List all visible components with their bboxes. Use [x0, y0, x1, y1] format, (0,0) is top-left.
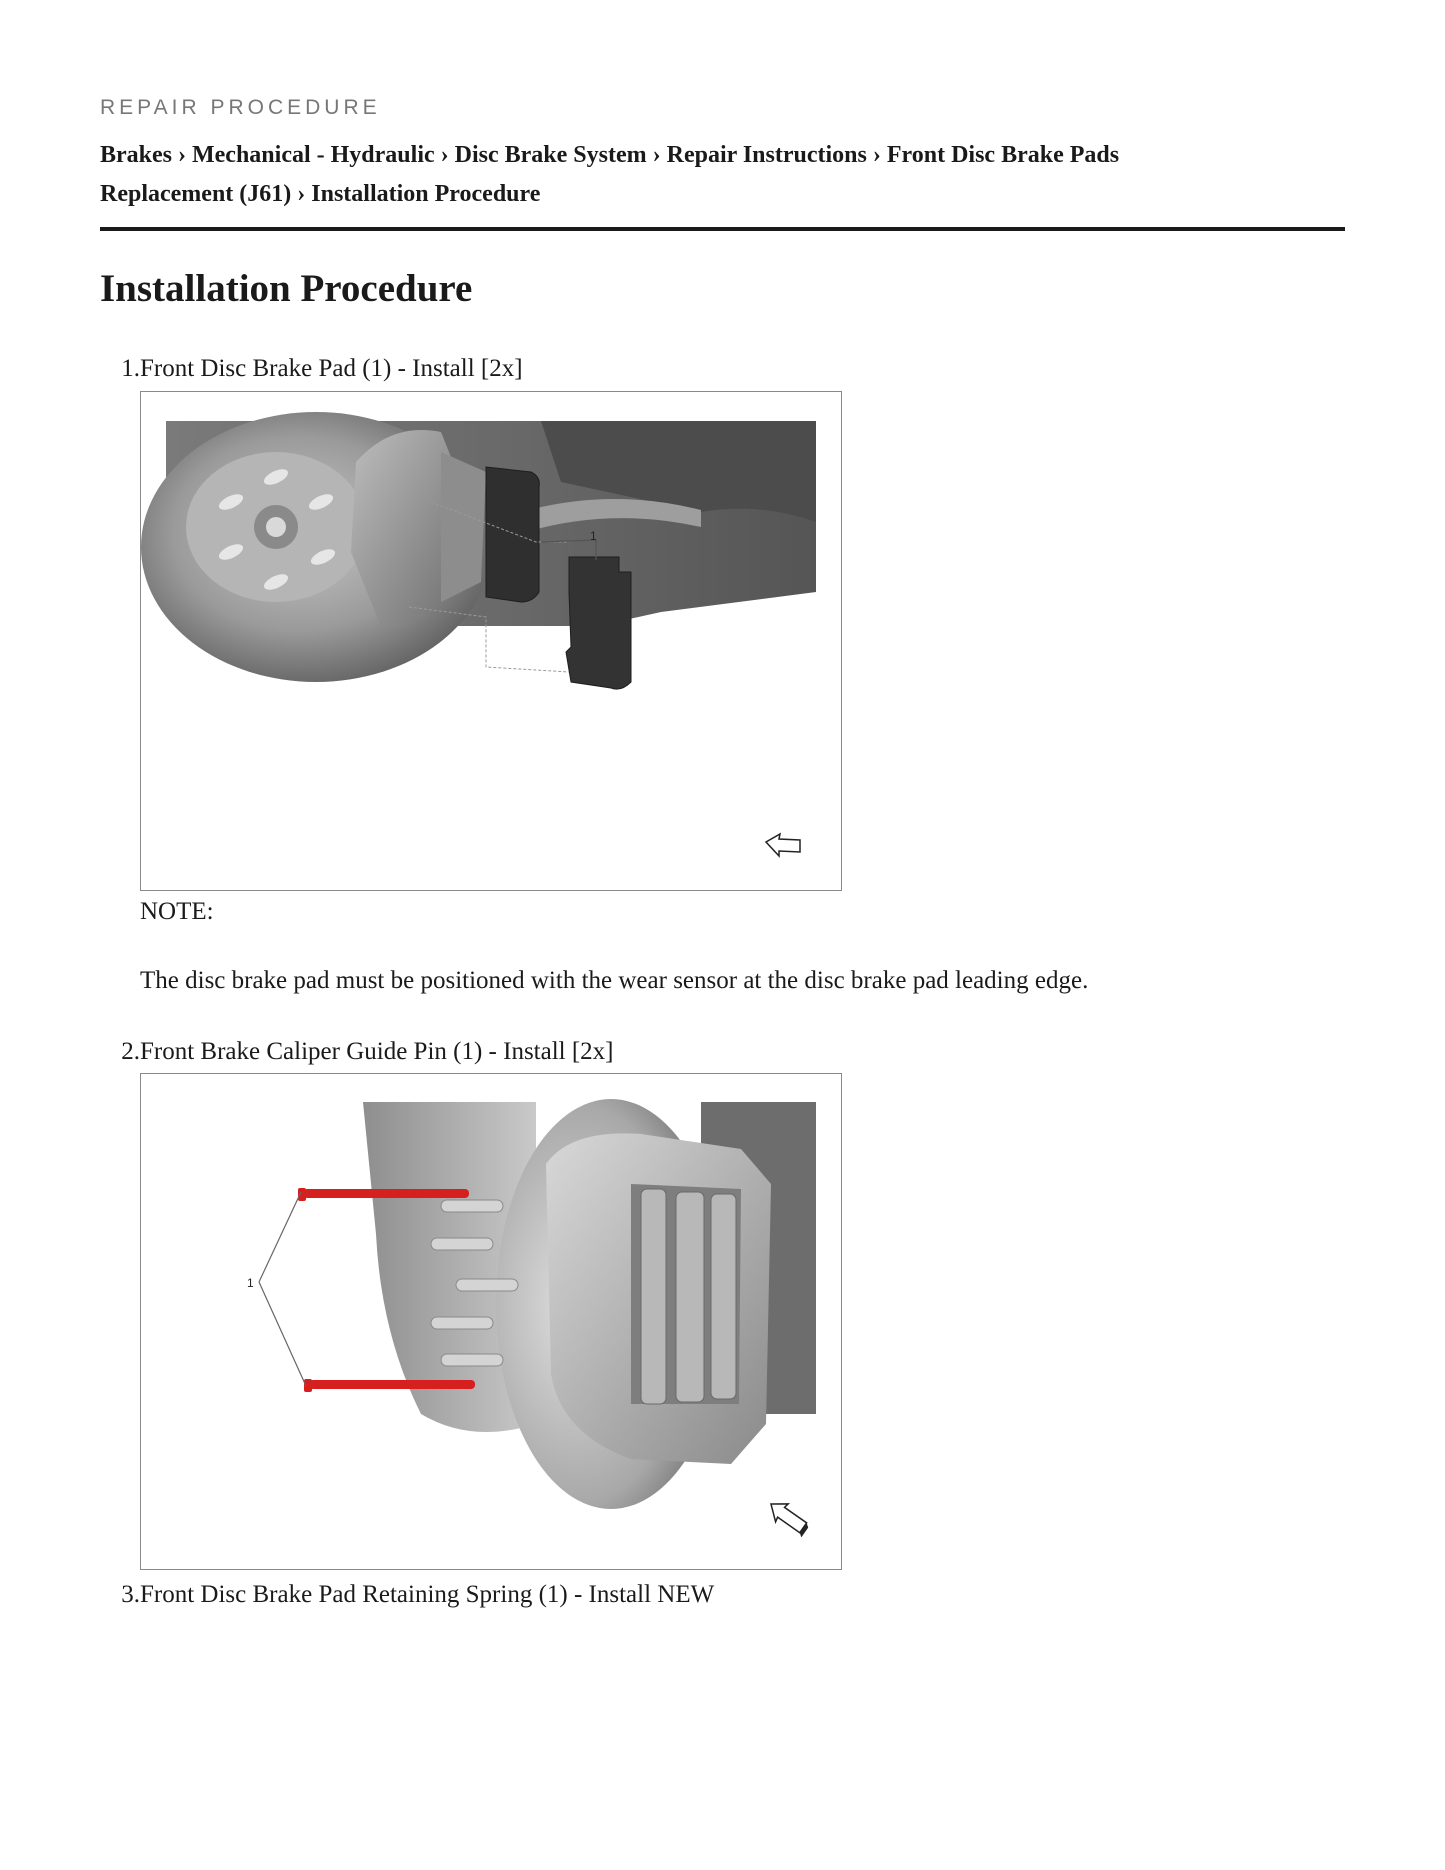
inner-brake-pad	[486, 467, 539, 602]
lower-guide-pin	[309, 1380, 475, 1389]
breadcrumb-item-mechanical-hydraulic[interactable]: Mechanical - Hydraulic	[192, 142, 435, 168]
breadcrumb-separator: ›	[440, 142, 449, 168]
step-number: 1.	[121, 355, 140, 382]
section-eyebrow: REPAIR PROCEDURE	[100, 96, 381, 119]
breadcrumb	[100, 136, 1345, 214]
step-text: Front Disc Brake Pad Retaining Spring (1) - Install NEW	[140, 1581, 715, 1608]
note-label: NOTE:	[140, 898, 214, 925]
view-direction-arrow-icon	[764, 1496, 813, 1539]
step-number: 3.	[121, 1581, 140, 1608]
note-text: The disc brake pad must be positioned with the wear sensor at the disc brake pad leading edge.	[140, 967, 1089, 994]
callout-leader	[259, 1192, 306, 1386]
breadcrumb-item-disc-brake-system[interactable]: Disc Brake System	[454, 142, 647, 168]
breadcrumb-separator: ›	[652, 142, 661, 168]
breadcrumb-item-replacement[interactable]: Replacement (J61)	[100, 181, 292, 207]
breadcrumb-separator: ›	[297, 181, 306, 207]
brake-pad-figure	[140, 391, 842, 891]
caliper-spring	[441, 452, 486, 602]
breadcrumb-separator: ›	[178, 142, 186, 168]
step-number: 2.	[121, 1038, 140, 1065]
page-title: Installation Procedure	[100, 267, 473, 310]
breadcrumb-item-brakes[interactable]: Brakes	[100, 142, 172, 168]
breadcrumb-separator: ›	[872, 142, 881, 168]
step-text: Front Disc Brake Pad (1) - Install [2x]	[140, 355, 523, 382]
breadcrumb-item-installation-procedure[interactable]: Installation Procedure	[311, 181, 541, 207]
callout-label: 1	[590, 529, 597, 543]
breadcrumb-item-repair-instructions[interactable]: Repair Instructions	[666, 142, 867, 168]
step-text: Front Brake Caliper Guide Pin (1) - Install [2x]	[140, 1038, 614, 1065]
view-direction-arrow-icon	[766, 834, 800, 856]
breadcrumb-item-front-disc-brake-pads[interactable]: Front Disc Brake Pads	[886, 142, 1120, 168]
guide-pin-illustration	[141, 1074, 840, 1568]
outer-brake-pad	[566, 557, 631, 689]
upper-guide-pin	[303, 1189, 469, 1198]
brake-pad-illustration	[141, 392, 840, 889]
header-divider	[100, 227, 1345, 231]
guide-pin-figure	[140, 1073, 842, 1570]
brake-pads	[641, 1189, 736, 1404]
callout-label: 1	[247, 1276, 254, 1290]
